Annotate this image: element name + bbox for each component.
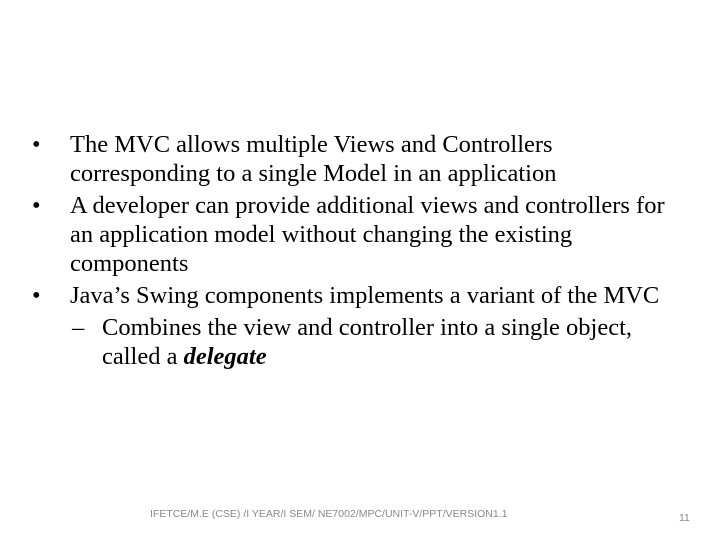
- bullet-marker: •: [32, 131, 41, 158]
- bullet-item-developer-additional-views: [32, 191, 692, 278]
- page-number: 11: [679, 512, 690, 524]
- sub-bullet-marker: –: [72, 314, 85, 341]
- sub-bullet-delegate: [32, 313, 692, 371]
- bullet-item-swing-variant: [32, 281, 692, 310]
- sub-bullet-text: Combines the view and controller into a single object, called a: [102, 314, 633, 370]
- delegate-emphasis: delegate: [183, 343, 267, 370]
- slide-content: [32, 130, 692, 371]
- bullet-marker: •: [32, 282, 41, 309]
- bullet-text: A developer can provide additional views and controllers for an application model without changing the existing components: [70, 192, 665, 277]
- bullet-item-mvc-multiple-views: [32, 130, 692, 188]
- bullet-marker: •: [32, 192, 41, 219]
- bullet-text: The MVC allows multiple Views and Controllers corresponding to a single Model in an application: [70, 131, 557, 187]
- bullet-text: Java’s Swing components implements a variant of the MVC: [70, 282, 660, 309]
- slide-footer: IFETCE/M.E (CSE) /I YEAR/I SEM/ NE7002/MPC/UNIT-V/PPT/VERSION1.1: [150, 508, 508, 520]
